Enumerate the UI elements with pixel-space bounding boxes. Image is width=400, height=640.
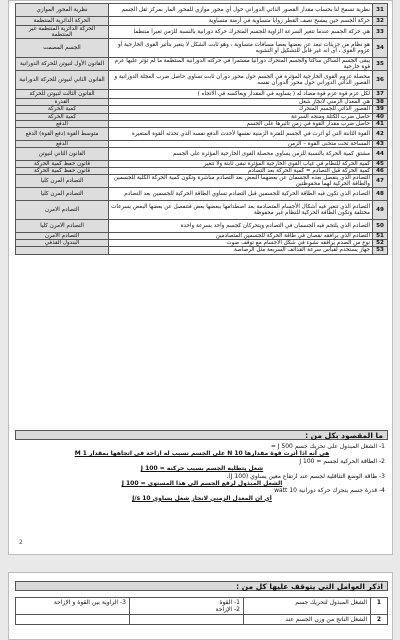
table-row [16, 147, 388, 160]
section-heading-meanings: ما المقصود بكل من : [15, 430, 388, 440]
term-cell: الجسم المصمت [16, 39, 109, 58]
term-cell: الحركة الدائرية المنتظمة [16, 17, 109, 26]
table-row [16, 4, 388, 17]
table-row [16, 188, 388, 201]
term-cell: القدرة [16, 99, 109, 106]
definition-cell: التصادم الذي تتغير فيه أشكال الأجسام المتصادمة بعد اصطدامها ببعضها بعض فتنفصل عن بعضها البعض بسرعات مختلفة وتكون الطاقة الحركية للنظام غير محفوظة [109, 201, 373, 220]
definition-cell: حركة الجسم حين يمسح نصف القطر زوايا متساوية في أزمنة متساوية [109, 17, 373, 26]
row-number: 39 [373, 106, 388, 113]
answer-cell [16, 598, 130, 615]
definition-cell: مشتق كمية الحركة بالنسبة للزمن يساوي محصلة القوى الخارجية المؤثرة على الجسم [109, 147, 373, 160]
meanings-list [19, 443, 385, 502]
table-row [16, 113, 388, 120]
definition-cell: لكل عزم قوة عزم قوة مضاد له ( يساويه في المقدار ويعاكسه في الاتجاه ) [109, 90, 373, 99]
row-number: 44 [373, 147, 388, 160]
row-number: 50 [373, 220, 388, 233]
definition-answer: هي أنه اذا أثرت قوة مقدارها N 10 على الجسم تسبب له ازاحة في اتجاهها بمقدار M 1 [74, 450, 330, 458]
definition-cell: التصادم الذي يرافقه نقصان في طاقة الحركة للجسمين المتصادمين [109, 233, 373, 240]
table-row [16, 615, 388, 625]
definition-cell: القصور الذاتي للجسم المتحرك [109, 106, 373, 113]
term-cell: متوسط القوة (دفع القوة) الدفع [16, 127, 109, 140]
definition-cell: حاصل ضرب مقدار القوة في زمن تأثيرها على الجسم [109, 120, 373, 127]
definition-cell: هي حركة الجسم عندما تتغير السرعة الزاوية للجسم المتحرك حركة دورانية بالنسبة للزمن تغيرا منتظما [109, 26, 373, 39]
term-cell: الدفع [16, 140, 109, 147]
term-cell: القانون الثالث لنيوتن للحركة [16, 90, 109, 99]
definition-cell: يبقى الجسم الساكن ساكنا والجسم المتحرك دورانيا مستمرا في حركته الدورانية المنتظمة ما لم تؤثر عليها عزم قوة خارجية [109, 58, 373, 71]
table-row [16, 39, 388, 58]
table-row [16, 127, 388, 140]
row-number: 1 [371, 598, 388, 615]
row-number: 47 [373, 175, 388, 188]
row-number: 53 [373, 247, 388, 254]
term-cell: التصادم المرن كليا [16, 188, 109, 201]
definition-cell: حاصل ضرب الكتلة ومتجه السرعة [109, 113, 373, 120]
table-row [16, 247, 388, 254]
term-cell: كمية الحركة [16, 106, 109, 113]
term-cell [16, 247, 109, 254]
table-row [16, 167, 388, 174]
definition-cell: التصادم الذي يلتحم فيه الجسمان في التصادم ويتحركان كجسم واحد بسرعة واحدة [109, 220, 373, 233]
worksheet-page-1 [8, 0, 393, 555]
row-number: 36 [373, 71, 388, 90]
definition-cell: المساحة تحت منحنى القوة – الزمن [109, 140, 373, 147]
section-heading-factors: اذكر العوامل التي يتوقف عليها كل من : [15, 581, 388, 591]
question-cell: الشغل الناتج من وزن الجسم عند [244, 615, 371, 625]
row-number: 32 [373, 17, 388, 26]
term-cell: الحركة الدائرية المنتظمة غير المنتظمة [16, 26, 109, 39]
definition-cell: التصادم الذي تكون فيه الطاقة الحركية للجسمين قبل التصادم تساوي الطاقة الحركية للجسمين بعد التصادم [109, 188, 373, 201]
definition-cell: التصادم الذي ينفصل بعده الجسمان عن بعضهما البعض بعد التصادم مباشرة وتكون كمية الحركة الكلية للجسمين والطاقة الحركية لهما محفوظتين [109, 175, 373, 188]
table-row [16, 201, 388, 220]
row-number: 38 [373, 99, 388, 106]
definition-cell: هو نظام من جزيئات تبعد عن بعضها بعضا مسافات متساوية ، وهو ثابت الشكل لا يتغير بتأثير القوى الخارجية أو عزوم القوى ، أي انه غير قابل للتشكيل أو التشويه [109, 39, 373, 58]
definition-line: 2- الطاقة الحركية لجسم = J 100 [299, 457, 385, 465]
term-cell: قانون حفظ كمية الحركة [16, 167, 109, 174]
term-cell: القانون الأول لنيوتن للحركة الدورانية [16, 58, 109, 71]
term-cell: البندول القذفي [16, 240, 109, 247]
table-row [16, 106, 388, 113]
definition-cell: كمية الحركة للنظام في غياب القوى الخارجية المؤثرة تبقى ثابتة ولا تتغير [109, 160, 373, 167]
definition-line: 3- طاقة الوضع التثاقلية لجسم عند ارتفاع معين يساوي (J 100). [226, 472, 385, 480]
answer-line: 1- القوة [219, 599, 240, 606]
definition-answer: الشغل المبذول لرفع الجسم الى هذا المستوى = J 100 [121, 480, 283, 488]
table-row [16, 26, 388, 39]
row-number: 35 [373, 58, 388, 71]
table-row [16, 598, 388, 615]
definition-cell: محصلة عزوم القوى الخارجية المؤثرة في الجسم حول محور دوران ثابت تساوي حاصل ضرب العجلة الدورانية و القصور الذاتي الدوراني حول محور الدوران نفسه [109, 71, 373, 90]
table-row [16, 220, 388, 233]
definition-line: 1- الشغل المبذول على تحريك جسم J 500 = [270, 443, 385, 450]
row-number: 34 [373, 39, 388, 58]
answer-line: 3- الزاوية بين القوة و الإزاحة [53, 599, 126, 606]
row-number: 40 [373, 113, 388, 120]
worksheet-page-2 [8, 572, 393, 640]
row-number: 48 [373, 188, 388, 201]
term-cell: كمية الحركة [16, 113, 109, 120]
table-row [16, 160, 388, 167]
term-cell: القانون الثاني لنيوتن للحركة الدورانية [16, 71, 109, 90]
table-row [16, 120, 388, 127]
table-row [16, 58, 388, 71]
definition-line: 4- قدرة جسم يتحرك حركة دورانية watt 10 [274, 487, 385, 495]
definition-cell: كمية الحركة قبل التصادم = كمية الحركة بعد التصادم [109, 167, 373, 174]
row-number: 52 [373, 240, 388, 247]
row-number: 45 [373, 160, 388, 167]
row-number: 41 [373, 120, 388, 127]
answer-cell [16, 615, 130, 625]
page-number: 2 [19, 539, 23, 546]
term-cell: القانون الثاني لنيوتن [16, 147, 109, 160]
table-row [16, 90, 388, 99]
answer-cell [130, 615, 244, 625]
table-row [16, 233, 388, 240]
term-cell: التصادم الامرن كليا [16, 220, 109, 233]
definition-cell: جهاز يستخدم لقياس سرعة القذائف السريعة مثل الرصاصة [109, 247, 373, 254]
table-row [16, 175, 388, 188]
factors-table [15, 597, 388, 625]
term-cell: الدفع [16, 120, 109, 127]
term-cell: نظرية المحور الموازي [16, 4, 109, 17]
answer-cell [130, 598, 244, 615]
row-number: 49 [373, 201, 388, 220]
definition-answer: شغل يتطلبه الجسم بسبب حركته = J 100 [140, 465, 264, 473]
definition-cell: نوع من الصدم يرافقه نشوء في شكل الأجسام مع توقف صوت [109, 240, 373, 247]
term-cell: التصادم المرن كليا [16, 175, 109, 188]
definition-answer: أي ان المعدل الزمني لانجاز شغل يساوي J/s 10 [132, 494, 272, 502]
row-number: 43 [373, 140, 388, 147]
question-cell: الشغل المبذول لتحريك جسم [244, 598, 371, 615]
term-cell: التصادم الامرن [16, 233, 109, 240]
definition-cell: القوة الثابتة التي لو أثرت في الجسم للفترة الزمنية نفسها لأحدث الدفع نفسه الذي تحدثه القوة المتغيرة [109, 127, 373, 140]
row-number: 31 [373, 4, 388, 17]
term-cell: التصادم الامرن [16, 201, 109, 220]
answer-line: 2- الإزاحة [215, 606, 240, 613]
row-number: 42 [373, 127, 388, 140]
definition-cell: نظرية تسمح لنا بحساب مقدار القصور الذاتي الدوراني حول أي محور موازي للمحور المار بمركز ثقل الجسم [109, 4, 373, 17]
table-row [16, 240, 388, 247]
table-row [16, 140, 388, 147]
definitions-table [15, 3, 388, 255]
row-number: 33 [373, 26, 388, 39]
row-number: 2 [371, 615, 388, 625]
table-row [16, 17, 388, 26]
term-cell: قانون حفظ كمية الحركة [16, 160, 109, 167]
row-number: 37 [373, 90, 388, 99]
definition-cell: هي المعدل الزمني لانجاز شغل [109, 99, 373, 106]
table-row [16, 99, 388, 106]
row-number: 51 [373, 233, 388, 240]
table-row [16, 71, 388, 90]
row-number: 46 [373, 167, 388, 174]
